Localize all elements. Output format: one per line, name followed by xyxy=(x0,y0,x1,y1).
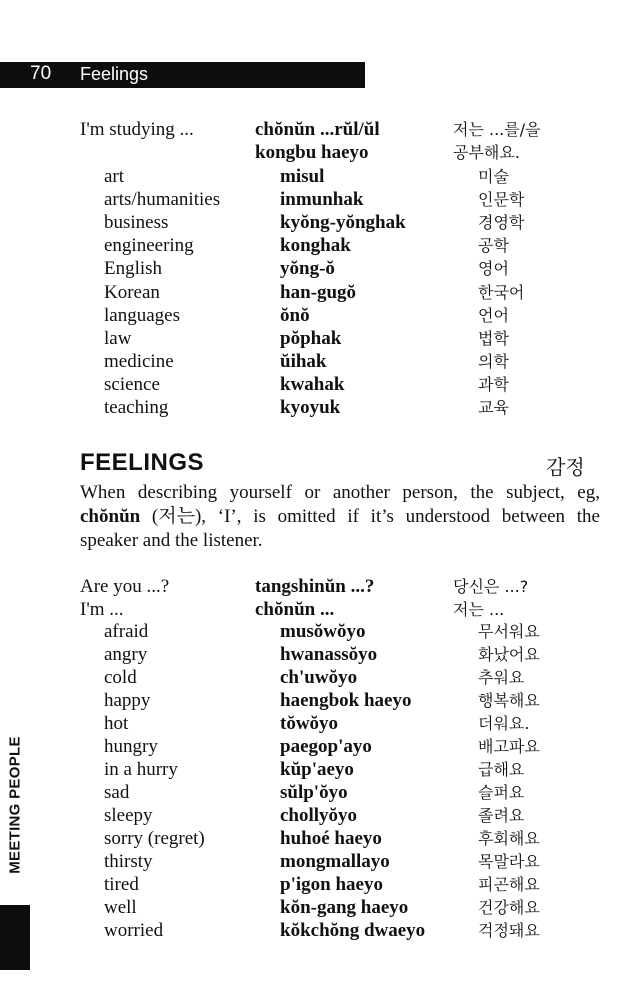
korean-text: 한국어 xyxy=(478,283,525,302)
korean-text: 영어 xyxy=(478,259,509,278)
english-text: teaching xyxy=(104,397,169,418)
korean-text: 의학 xyxy=(478,352,509,371)
romanized-text: chŏnŭn ... xyxy=(255,599,335,620)
romanized-text: pŏphak xyxy=(280,328,342,349)
romanized-text: sŭlp'ŏyo xyxy=(280,782,348,803)
english-text: sad xyxy=(104,782,130,803)
english-text: languages xyxy=(104,305,180,326)
english-text: Are you ...? xyxy=(80,576,170,597)
english-text: hot xyxy=(104,713,129,734)
english-text: engineering xyxy=(104,235,194,256)
english-text: in a hurry xyxy=(104,759,178,780)
korean-text: 행복해요 xyxy=(478,691,540,710)
korean-text: 인문학 xyxy=(478,190,525,209)
english-text: I'm ... xyxy=(80,599,124,620)
page-number: 70 xyxy=(30,63,52,84)
korean-text: 목말라요 xyxy=(478,852,540,871)
english-text: sleepy xyxy=(104,805,153,826)
english-text: well xyxy=(104,897,137,918)
korean-text: 법학 xyxy=(478,329,509,348)
korean-text: 과학 xyxy=(478,375,509,394)
korean-text: 피곤해요 xyxy=(478,875,540,894)
romanized-text: chŏnŭn ...rŭl/ŭl xyxy=(255,119,380,140)
english-text: medicine xyxy=(104,351,174,372)
romanized-text: kongbu haeyo xyxy=(255,142,369,163)
romanized-text: tŏwŏyo xyxy=(280,713,339,734)
korean-text: 추워요 xyxy=(478,668,525,687)
intro-bold-term: chŏnŭn xyxy=(80,506,141,527)
korean-text: 더워요. xyxy=(478,714,530,733)
romanized-text: paegop'ayo xyxy=(280,736,372,757)
korean-text: 교육 xyxy=(478,398,509,417)
romanized-text: haengbok haeyo xyxy=(280,690,412,711)
romanized-text: ŏnŏ xyxy=(280,305,310,326)
romanized-text: yŏng-ŏ xyxy=(280,258,335,279)
english-text: English xyxy=(104,258,163,279)
english-text: art xyxy=(104,166,125,187)
english-text: law xyxy=(104,328,132,349)
intro-text-b: (저는), ‘I’, is omitted if it’s understood between the speaker and the listener. xyxy=(80,506,600,551)
english-text: happy xyxy=(104,690,151,711)
english-text: Korean xyxy=(104,282,160,303)
english-text: afraid xyxy=(104,621,149,642)
korean-text: 공부해요. xyxy=(453,143,520,162)
english-text: I'm studying ... xyxy=(80,119,194,140)
korean-text: 걱정돼요 xyxy=(478,921,540,940)
english-text: business xyxy=(104,212,169,233)
romanized-text: p'igon haeyo xyxy=(280,874,383,895)
romanized-text: misul xyxy=(280,166,325,187)
english-text: tired xyxy=(104,874,139,895)
chapter-title: Feelings xyxy=(80,64,149,84)
english-text: hungry xyxy=(104,736,158,757)
english-text: arts/humanities xyxy=(104,189,221,210)
korean-text: 급해요 xyxy=(478,760,525,779)
side-section-label xyxy=(0,715,30,895)
korean-text: 언어 xyxy=(478,306,509,325)
romanized-text: kyŏng-yŏnghak xyxy=(280,212,406,233)
side-thumb-tab xyxy=(0,905,30,970)
section-heading-korean: 감정 xyxy=(546,455,585,479)
english-text: cold xyxy=(104,667,137,688)
intro-paragraph xyxy=(80,481,600,553)
korean-text: 무서워요 xyxy=(478,622,540,641)
side-section-label-text: MEETING PEOPLE xyxy=(6,736,24,874)
english-text: science xyxy=(104,374,160,395)
romanized-text: kyoyuk xyxy=(280,397,341,418)
romanized-text: tangshinŭn ...? xyxy=(255,576,375,597)
romanized-text: chollyŏyo xyxy=(280,805,358,826)
korean-text: 화났어요 xyxy=(478,645,540,664)
romanized-text: kŏkchŏng dwaeyo xyxy=(280,920,426,941)
english-text: thirsty xyxy=(104,851,153,872)
korean-text: 후회해요 xyxy=(478,829,540,848)
korean-text: 졸려요 xyxy=(478,806,525,825)
korean-text: 당신은 ...? xyxy=(453,577,529,596)
romanized-text: musŏwŏyo xyxy=(280,621,366,642)
romanized-text: hwanassŏyo xyxy=(280,644,378,665)
romanized-text: huhoé haeyo xyxy=(280,828,382,849)
korean-text: 미술 xyxy=(478,167,509,186)
romanized-text: inmunhak xyxy=(280,189,364,210)
romanized-text: kŏn-gang haeyo xyxy=(280,897,409,918)
romanized-text: kwahak xyxy=(280,374,345,395)
romanized-text: kŭp'aeyo xyxy=(280,759,354,780)
english-text: worried xyxy=(104,920,164,941)
romanized-text: konghak xyxy=(280,235,351,256)
section-heading: FEELINGS xyxy=(80,449,205,476)
korean-text: 저는 ...를/을 xyxy=(453,120,541,139)
korean-text: 건강해요 xyxy=(478,898,540,917)
korean-text: 슬퍼요 xyxy=(478,783,525,802)
korean-text: 경영학 xyxy=(478,213,525,232)
intro-text-a: When describing yourself or another person, the subject, eg, xyxy=(80,482,600,503)
english-text: sorry (regret) xyxy=(104,828,205,849)
page-header xyxy=(0,62,365,88)
korean-text: 배고파요 xyxy=(478,737,540,756)
english-text: angry xyxy=(104,644,148,665)
romanized-text: ŭihak xyxy=(280,351,327,372)
korean-text: 공학 xyxy=(478,236,509,255)
romanized-text: mongmallayo xyxy=(280,851,390,872)
romanized-text: han-gugŏ xyxy=(280,282,357,303)
korean-text: 저는 ... xyxy=(453,600,505,619)
romanized-text: ch'uwŏyo xyxy=(280,667,358,688)
